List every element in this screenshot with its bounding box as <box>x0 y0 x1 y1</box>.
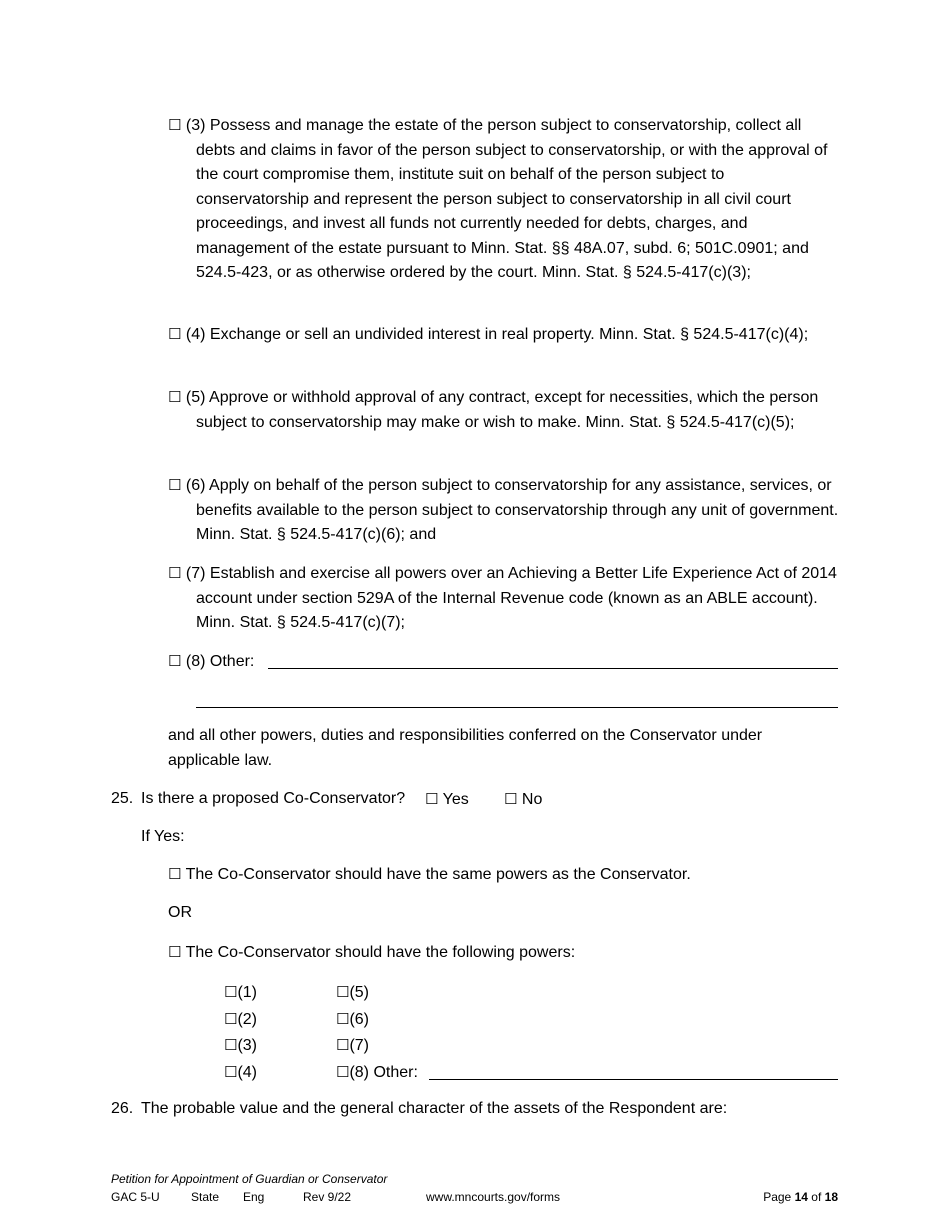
co-power-6-label: (6) <box>349 1011 370 1028</box>
power-4-text: (4) Exchange or sell an undivided interest in real property. Minn. Stat. § 524.5-417(c)(4); <box>185 326 809 343</box>
q26-question: The probable value and the general character of the assets of the Respondent are: <box>141 1100 728 1117</box>
co-power-2-checkbox[interactable]: ☐ <box>224 1010 238 1028</box>
q26-number: 26. <box>111 1100 134 1117</box>
q25-question: Is there a proposed Co-Conservator? <box>141 790 406 807</box>
co-power-3[interactable] <box>224 1033 257 1059</box>
co-power-4[interactable] <box>224 1060 257 1086</box>
footer-page-number <box>763 1190 838 1204</box>
co-power-2[interactable] <box>224 1007 257 1033</box>
footer-page-prefix: Page <box>763 1190 792 1204</box>
footer-lang: Eng <box>243 1190 265 1204</box>
power-4 <box>168 322 840 348</box>
power-5-text: (5) Approve or withhold approval of any contract, except for necessities, which the person subject to conservatorship may make or wish to make. Minn. Stat. § 524.5-417(c)(5); <box>185 389 819 431</box>
footer-form-id: GAC 5-U <box>111 1190 160 1204</box>
co-power-1[interactable] <box>224 980 257 1006</box>
co-power-5-checkbox[interactable]: ☐ <box>336 983 350 1001</box>
q25-following-powers-option[interactable] <box>168 940 575 966</box>
footer-page-of: of <box>811 1190 822 1204</box>
co-power-3-label: (3) <box>237 1037 258 1054</box>
co-power-1-checkbox[interactable]: ☐ <box>224 983 238 1001</box>
q25-same-powers-checkbox[interactable]: ☐ <box>168 865 182 883</box>
q25-same-powers-text: The Co-Conservator should have the same powers as the Conservator. <box>185 866 691 883</box>
power-4-checkbox[interactable]: ☐ <box>168 325 182 343</box>
co-power-5-label: (5) <box>349 984 370 1001</box>
q25-no-checkbox[interactable]: ☐ <box>504 790 518 808</box>
power-6-text: (6) Apply on behalf of the person subject to conservatorship for any assistance, services, or benefits available to the person subject to conservatorship through any unit of government. Minn. Stat. § 524.5-417(c)(6); and <box>185 477 839 543</box>
co-power-4-label: (4) <box>237 1064 258 1081</box>
footer-page-current: 14 <box>794 1190 808 1204</box>
q25-yes-option[interactable] <box>425 787 469 813</box>
q25-same-powers-option[interactable] <box>168 862 691 888</box>
co-power-8-other-input-line[interactable] <box>429 1079 838 1080</box>
power-6-checkbox[interactable]: ☐ <box>168 476 182 494</box>
power-8-other-input-line-2[interactable] <box>196 707 838 708</box>
closing-text: and all other powers, duties and responsibilities conferred on the Conservator under applicable law. <box>168 727 763 769</box>
q25-if-yes: If Yes: <box>141 828 185 845</box>
footer-rev: Rev 9/22 <box>303 1190 352 1204</box>
power-7-text: (7) Establish and exercise all powers over an Achieving a Better Life Experience Act of 2014 account under section 529A of the Internal Revenue code (known as an ABLE account). Minn. Stat. § 524.5-417(c)(7); <box>185 565 837 631</box>
footer-state: State <box>191 1190 220 1204</box>
co-power-1-label: (1) <box>237 984 258 1001</box>
co-power-4-checkbox[interactable]: ☐ <box>224 1063 238 1081</box>
co-power-2-label: (2) <box>237 1011 258 1028</box>
footer-page-total: 18 <box>824 1190 838 1204</box>
power-7 <box>168 561 840 636</box>
q25-number: 25. <box>111 790 134 807</box>
power-7-checkbox[interactable]: ☐ <box>168 564 182 582</box>
co-power-6-checkbox[interactable]: ☐ <box>336 1010 350 1028</box>
power-6 <box>168 473 840 548</box>
q25-yes-checkbox[interactable]: ☐ <box>425 790 439 808</box>
footer-url[interactable]: www.mncourts.gov/forms <box>426 1190 561 1204</box>
power-3-checkbox[interactable]: ☐ <box>168 116 182 134</box>
co-power-8[interactable] <box>336 1060 418 1086</box>
q25-following-powers-text: The Co-Conservator should have the following powers: <box>185 944 576 961</box>
footer-form-title: Petition for Appointment of Guardian or Conservator <box>111 1172 388 1186</box>
co-power-3-checkbox[interactable]: ☐ <box>224 1036 238 1054</box>
power-8-checkbox[interactable]: ☐ <box>168 652 182 670</box>
co-power-5[interactable] <box>336 980 369 1006</box>
q25-no-option[interactable] <box>504 787 542 813</box>
q25-yes-label: Yes <box>442 791 469 808</box>
co-power-8-checkbox[interactable]: ☐ <box>336 1063 350 1081</box>
co-power-7-checkbox[interactable]: ☐ <box>336 1036 350 1054</box>
power-5 <box>168 385 840 435</box>
q25-or-label: OR <box>168 904 192 921</box>
power-8-label: (8) Other: <box>185 653 255 670</box>
power-3-text: (3) Possess and manage the estate of the person subject to conservatorship, collect all debts and claims in favor of the person subject to conservatorship, or with the approval of the court compromise them, institute suit on behalf of the person subject to conservatorship and represent the person subject to conservatorship in all civil court proceedings, and invest all funds not currently needed for debts, charges, and management of the estate pursuant to Minn. Stat. §§ 48A.07, subd. 6; 501C.0901; and 524.5-423, or as otherwise ordered by the court. Minn. Stat. § 524.5-417(c)(3); <box>185 117 828 281</box>
power-3 <box>168 113 840 286</box>
q25-no-label: No <box>521 791 543 808</box>
power-8-other-input-line-1[interactable] <box>268 668 838 669</box>
co-power-7[interactable] <box>336 1033 369 1059</box>
co-power-7-label: (7) <box>349 1037 370 1054</box>
power-8 <box>168 649 254 675</box>
co-power-6[interactable] <box>336 1007 369 1033</box>
power-5-checkbox[interactable]: ☐ <box>168 388 182 406</box>
co-power-8-label: (8) Other: <box>349 1064 418 1081</box>
q25-following-powers-checkbox[interactable]: ☐ <box>168 943 182 961</box>
